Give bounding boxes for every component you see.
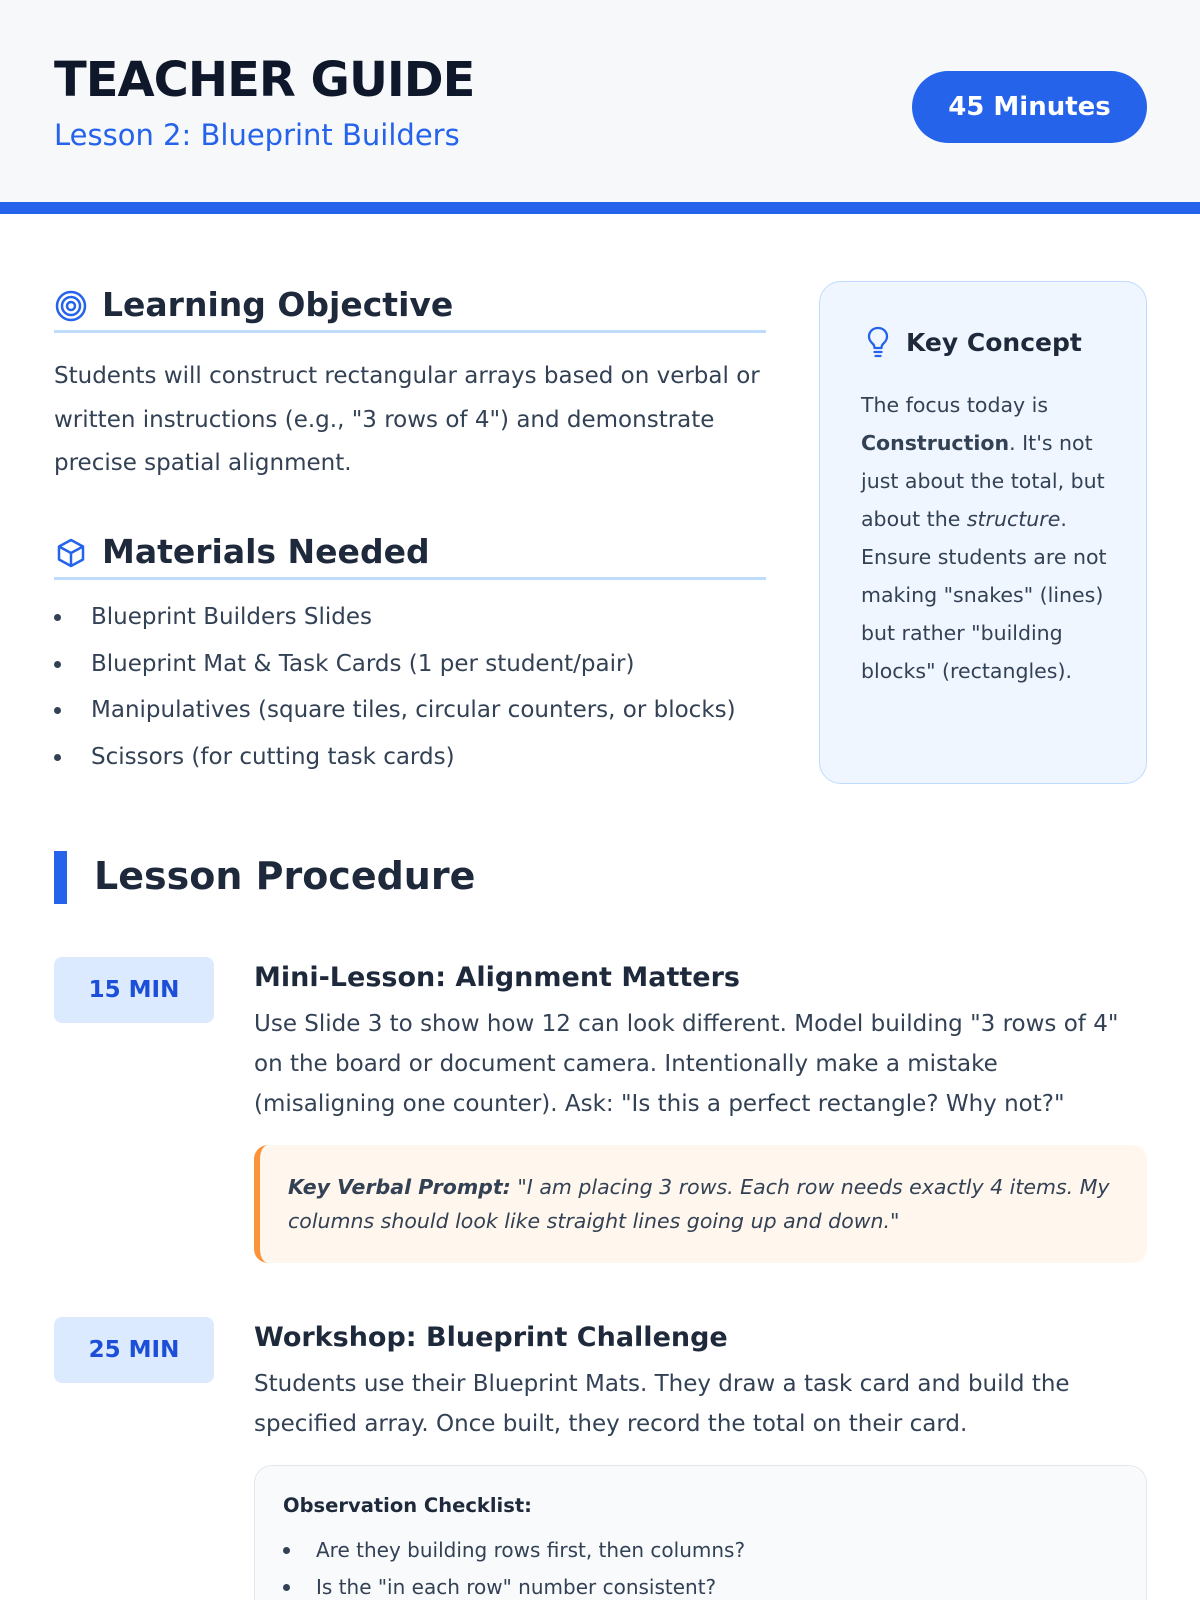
step-description: Students use their Blueprint Mats. They draw a task card and build the specified array. Once built, they record the total on their card. <box>254 1371 1070 1437</box>
learning-objective-title: Learning Objective <box>102 285 454 324</box>
observation-checklist <box>254 1465 1147 1600</box>
key-concept-text-part: . It's not just about the total, but about the <box>861 431 1105 531</box>
list-item: Blueprint Builders Slides <box>54 603 766 650</box>
step-title: Mini-Lesson: Alignment Matters <box>254 962 740 993</box>
step-description: Use Slide 3 to show how 12 can look different. Model building "3 rows of 4" on the board or document camera. Intentionally make a mistake (misaligning one counter). Ask: "Is this a perfect rectangle? Why not?" <box>254 1011 1119 1117</box>
list-item: Manipulatives (square tiles, circular counters, or blocks) <box>54 696 766 743</box>
lightbulb-icon <box>864 324 892 360</box>
checklist-title: Observation Checklist: <box>283 1494 532 1517</box>
learning-objective-heading <box>54 285 766 333</box>
page-title: TEACHER GUIDE <box>54 52 475 108</box>
list-item: Are they building rows first, then columns? <box>283 1536 1123 1573</box>
list-item: Scissors (for cutting task cards) <box>54 743 766 790</box>
key-concept-italic: structure <box>966 507 1061 531</box>
procedure-title: Lesson Procedure <box>94 854 476 898</box>
prompt-label: Key Verbal Prompt: <box>288 1175 511 1199</box>
key-concept-card <box>819 281 1147 784</box>
key-concept-text-part: . Ensure students are not making "snakes" (lines) but rather "building blocks" (rectangles). <box>861 507 1107 683</box>
key-concept-emphasis: Construction <box>861 431 1010 455</box>
prompt-text: "I am placing 3 rows. Each row needs exactly 4 items. My columns should look like straight lines going up and down." <box>288 1175 1110 1233</box>
checklist-list <box>283 1536 1123 1600</box>
key-concept-heading <box>864 324 1082 360</box>
step-title: Workshop: Blueprint Challenge <box>254 1322 728 1353</box>
lesson-subtitle: Lesson 2: Blueprint Builders <box>54 118 460 152</box>
materials-heading <box>54 532 766 580</box>
key-concept-text-part: The focus today is <box>861 393 1049 417</box>
duration-badge: 45 Minutes <box>912 71 1147 143</box>
learning-objective-text: Students will construct rectangular arrays based on verbal or written instructions (e.g., "3 rows of 4") and demonstrate precise spatial alignment. <box>54 363 760 476</box>
key-concept-text <box>861 386 1121 690</box>
materials-title: Materials Needed <box>102 532 430 571</box>
target-icon <box>54 289 88 323</box>
materials-list <box>54 603 766 789</box>
verbal-prompt-callout <box>254 1145 1147 1263</box>
key-concept-title: Key Concept <box>906 327 1082 357</box>
time-badge: 25 MIN <box>54 1317 214 1383</box>
list-item: Is the "in each row" number consistent? <box>283 1573 1123 1600</box>
time-badge: 15 MIN <box>54 957 214 1023</box>
header <box>0 0 1200 214</box>
cube-icon <box>54 536 88 570</box>
list-item: Blueprint Mat & Task Cards (1 per student/pair) <box>54 650 766 697</box>
procedure-accent-bar <box>54 851 67 904</box>
